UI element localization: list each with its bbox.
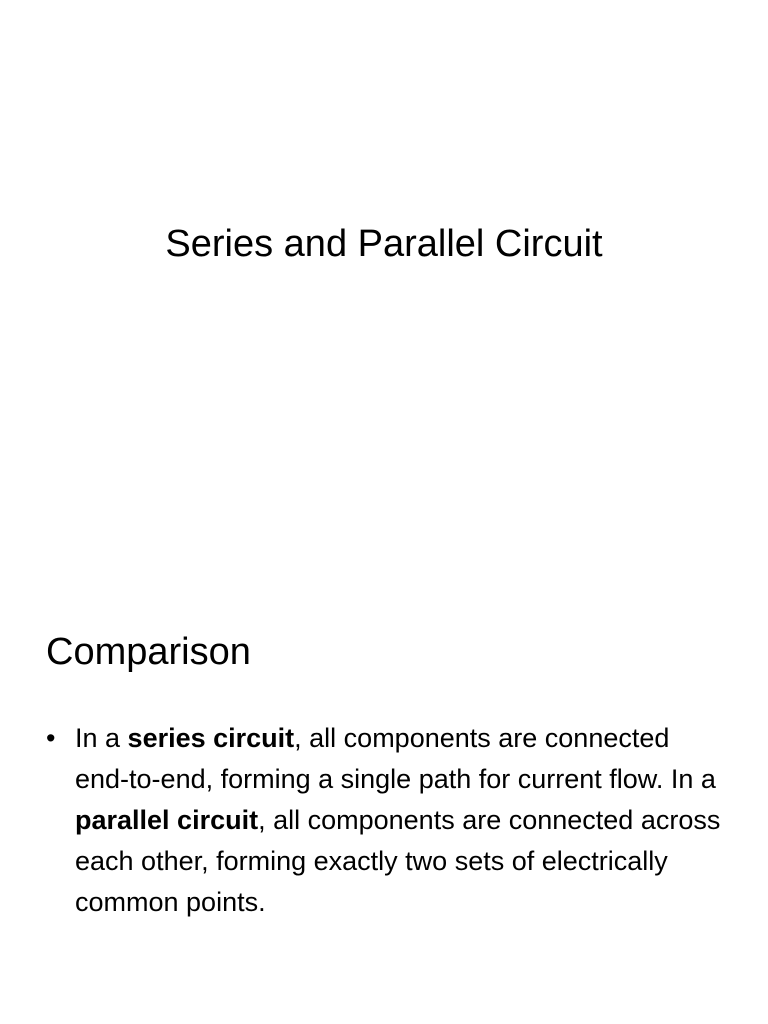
- bullet-text-intro: In a: [75, 723, 128, 753]
- slide-title: Series and Parallel Circuit: [165, 223, 603, 265]
- bullet-text-parallel-description: , all components are connected across each other, forming exactly two sets of electrically common points.: [75, 805, 721, 917]
- slide-heading: Comparison: [46, 631, 251, 673]
- bullet-dot-icon: •: [46, 723, 56, 753]
- series-circuit-term: series circuit: [127, 723, 295, 753]
- comparison-slide: [0, 512, 768, 1024]
- bullet-text-series-description: , all components are connected end-to-end, forming a single path for current flow. In a: [75, 723, 716, 794]
- bullet-item: [46, 718, 726, 923]
- parallel-circuit-term: parallel circuit: [75, 805, 259, 835]
- bullet-list: [46, 718, 726, 923]
